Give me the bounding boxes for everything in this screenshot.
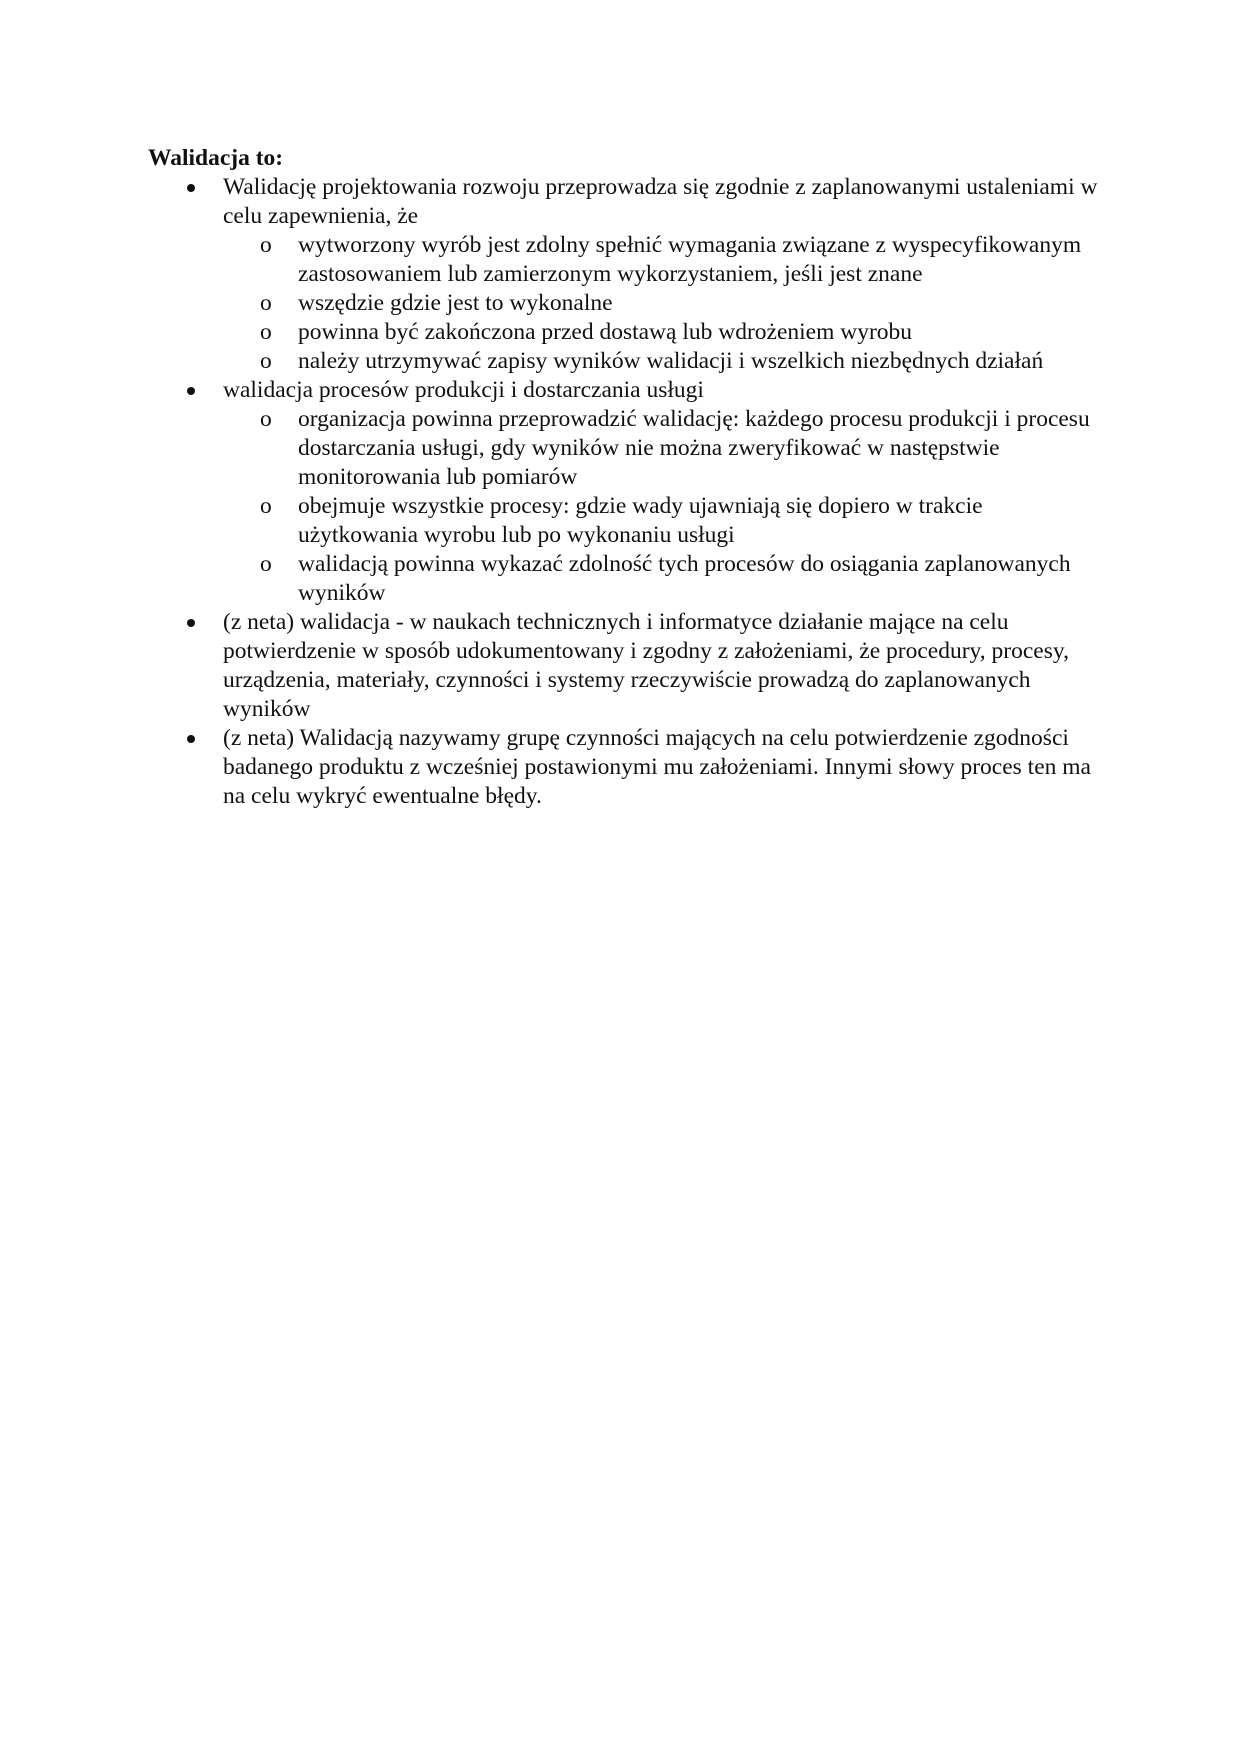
list-item: (z neta) walidacja - w naukach technicznych i informatyce działanie mające na celu potwierdzenie w sposób udokumentowany i zgodny z założeniami, że procedury, procesy, urządzenia, materiały, czynności i systemy rzeczywiście prowadzą do zaplanowanych wyników (148, 608, 1108, 724)
sub-list-item: o wszędzie gdzie jest to wykonalne (223, 289, 1108, 318)
list-item: (z neta) Walidacją nazywamy grupę czynności mających na celu potwierdzenie zgodności badanego produktu z wcześniej postawionymi mu założeniami. Innymi słowy proces ten ma na celu wykryć ewentualne błędy. (148, 724, 1108, 811)
sub-list-item: o wytworzony wyrób jest zdolny spełnić wymagania związane z wyspecyfikowanym zastosowaniem lub zamierzonym wykorzystaniem, jeśli jest znane (223, 231, 1108, 289)
sub-list-item: o powinna być zakończona przed dostawą lub wdrożeniem wyrobu (223, 318, 1108, 347)
bullet-list-1 (148, 173, 1108, 376)
list-item (148, 376, 1108, 608)
list-item-text: Walidację projektowania rozwoju przeprowadza się zgodnie z zaplanowanymi ustaleniami w celu zapewnienia, że (223, 174, 1098, 229)
sub-list (223, 405, 1108, 608)
document-title: Walidacja to: (148, 145, 284, 171)
list-item-text: walidacja procesów produkcji i dostarczania usługi (223, 377, 704, 403)
sub-list-item: o organizacja powinna przeprowadzić walidację: każdego procesu produkcji i procesu dostarczania usługi, gdy wyników nie można zweryfikować w następstwie monitorowania lub pomiarów (223, 405, 1108, 492)
bullet-list-3 (148, 608, 1108, 811)
list-item (148, 173, 1108, 376)
sub-list-item: o należy utrzymywać zapisy wyników walidacji i wszelkich niezbędnych działań (223, 347, 1108, 376)
document-body (148, 144, 1108, 811)
bullet-list-2 (148, 376, 1108, 608)
sub-list (223, 231, 1108, 376)
sub-list-item: o obejmuje wszystkie procesy: gdzie wady ujawniają się dopiero w trakcie użytkowania wyrobu lub po wykonaniu usługi (223, 492, 1108, 550)
sub-list-item: o walidacją powinna wykazać zdolność tych procesów do osiągania zaplanowanych wyników (223, 550, 1108, 608)
